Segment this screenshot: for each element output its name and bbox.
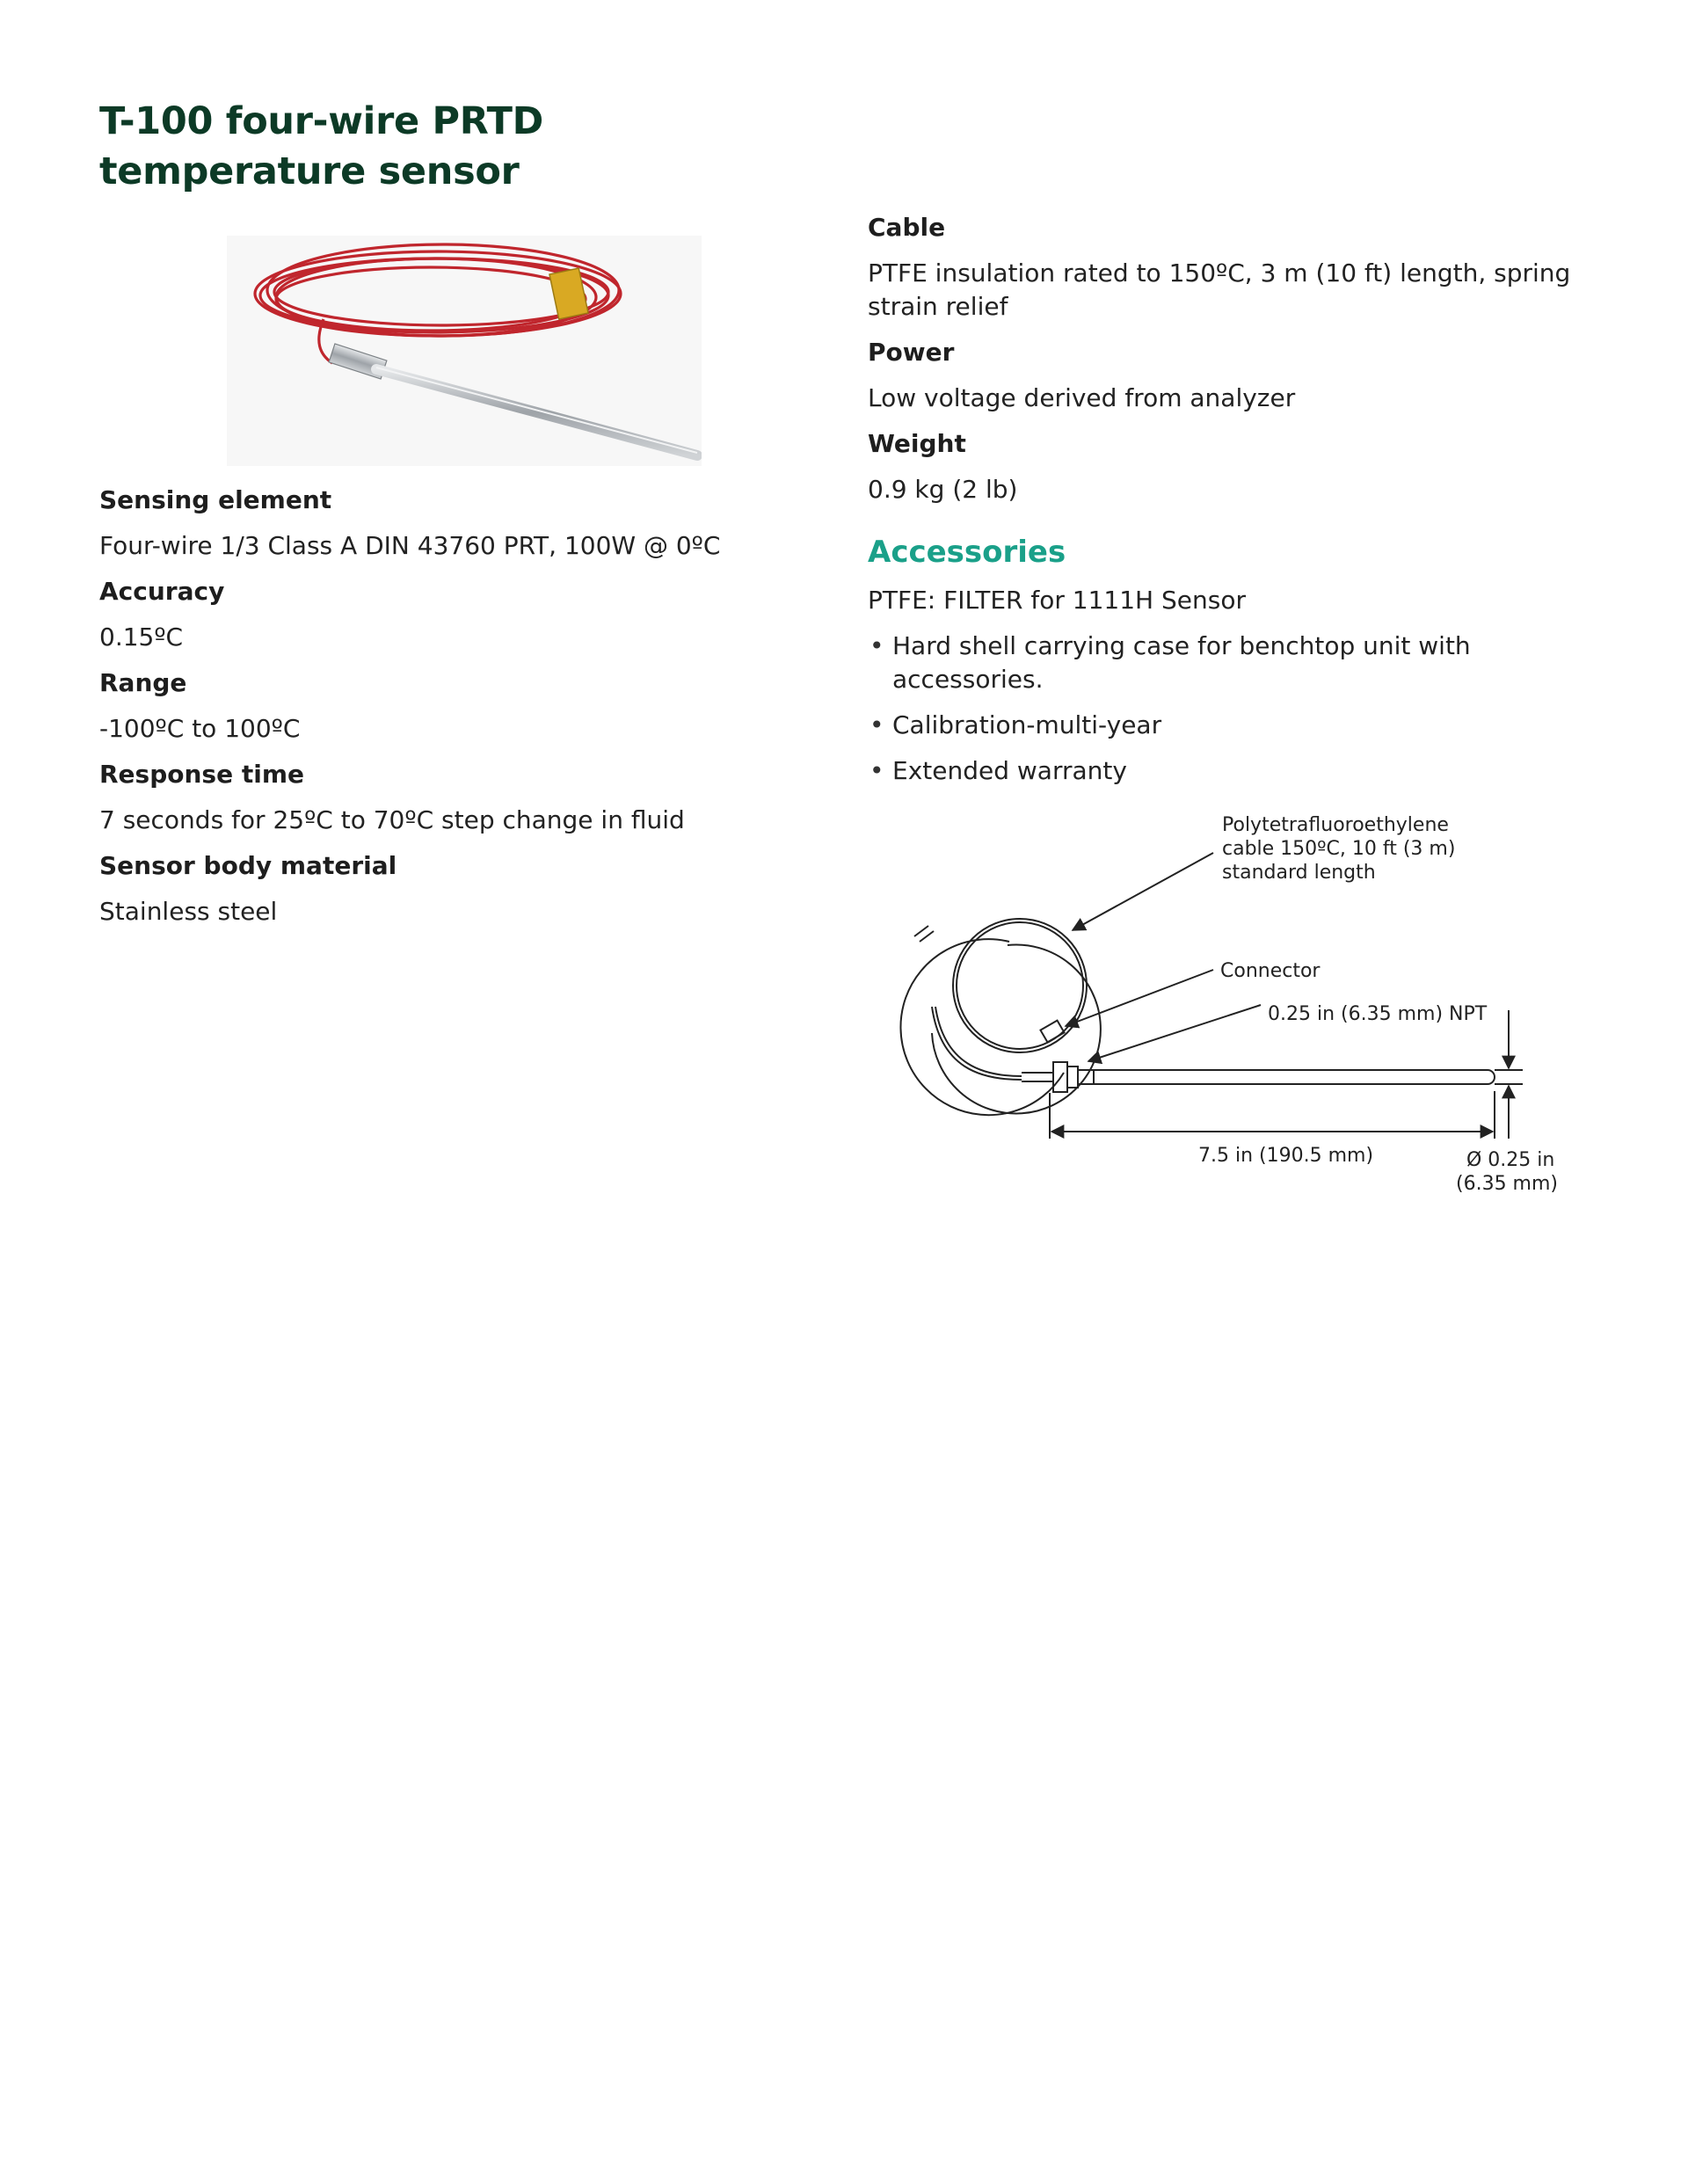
spec-label-cable: Cable [868, 213, 946, 242]
accessory-item: • Hard shell carrying case for benchtop unit with accessories. [868, 630, 1597, 696]
spec-value-weight: 0.9 kg (2 lb) [868, 475, 1018, 504]
sensor-photo [227, 236, 702, 466]
specs-left-column [99, 484, 820, 941]
accessory-item: • Extended warranty [868, 754, 1597, 788]
spec-label-range: Range [99, 668, 187, 697]
connector-label: Connector [1220, 960, 1321, 982]
length-label: 7.5 in (190.5 mm) [1198, 1145, 1374, 1167]
title-line-1: T-100 four-wire PRTD [99, 99, 544, 143]
spec-value-sensing-element: Four-wire 1/3 Class A DIN 43760 PRT, 100W @ 0ºC [99, 531, 721, 560]
spec-value-body-material: Stainless steel [99, 897, 278, 926]
spec-value-range: -100ºC to 100ºC [99, 714, 301, 743]
cable-label-line-1: Polytetrafluoroethylene [1222, 814, 1449, 836]
accessories-list [868, 630, 1597, 788]
spec-label-power: Power [868, 338, 955, 367]
accessories-heading: Accessories [868, 535, 1066, 570]
accessories-intro: PTFE: FILTER for 1111H Sensor [868, 586, 1246, 615]
specs-right-column [868, 211, 1597, 800]
spec-value-accuracy: 0.15ºC [99, 622, 184, 652]
title-line-2: temperature sensor [99, 149, 520, 193]
cable-label-line-3: standard length [1222, 862, 1376, 884]
sensor-dimension-diagram [897, 804, 1582, 1209]
spec-value-power: Low voltage derived from analyzer [868, 383, 1296, 412]
page-title [99, 97, 820, 197]
diameter-label-line-2: (6.35 mm) [1456, 1173, 1559, 1195]
spec-label-accuracy: Accuracy [99, 577, 225, 606]
spec-label-body-material: Sensor body material [99, 851, 397, 880]
cable-label-line-2: cable 150ºC, 10 ft (3 m) [1222, 838, 1456, 860]
spec-label-weight: Weight [868, 429, 966, 458]
spec-value-cable: PTFE insulation rated to 150ºC, 3 m (10 ft) length, spring strain relief [868, 258, 1571, 321]
spec-label-response-time: Response time [99, 760, 304, 789]
diameter-label-line-1: Ø 0.25 in [1466, 1149, 1555, 1171]
accessory-item: • Calibration-multi-year [868, 709, 1597, 742]
spec-label-sensing-element: Sensing element [99, 485, 332, 514]
npt-label: 0.25 in (6.35 mm) NPT [1268, 1003, 1488, 1025]
spec-value-response-time: 7 seconds for 25ºC to 70ºC step change in fluid [99, 805, 685, 834]
